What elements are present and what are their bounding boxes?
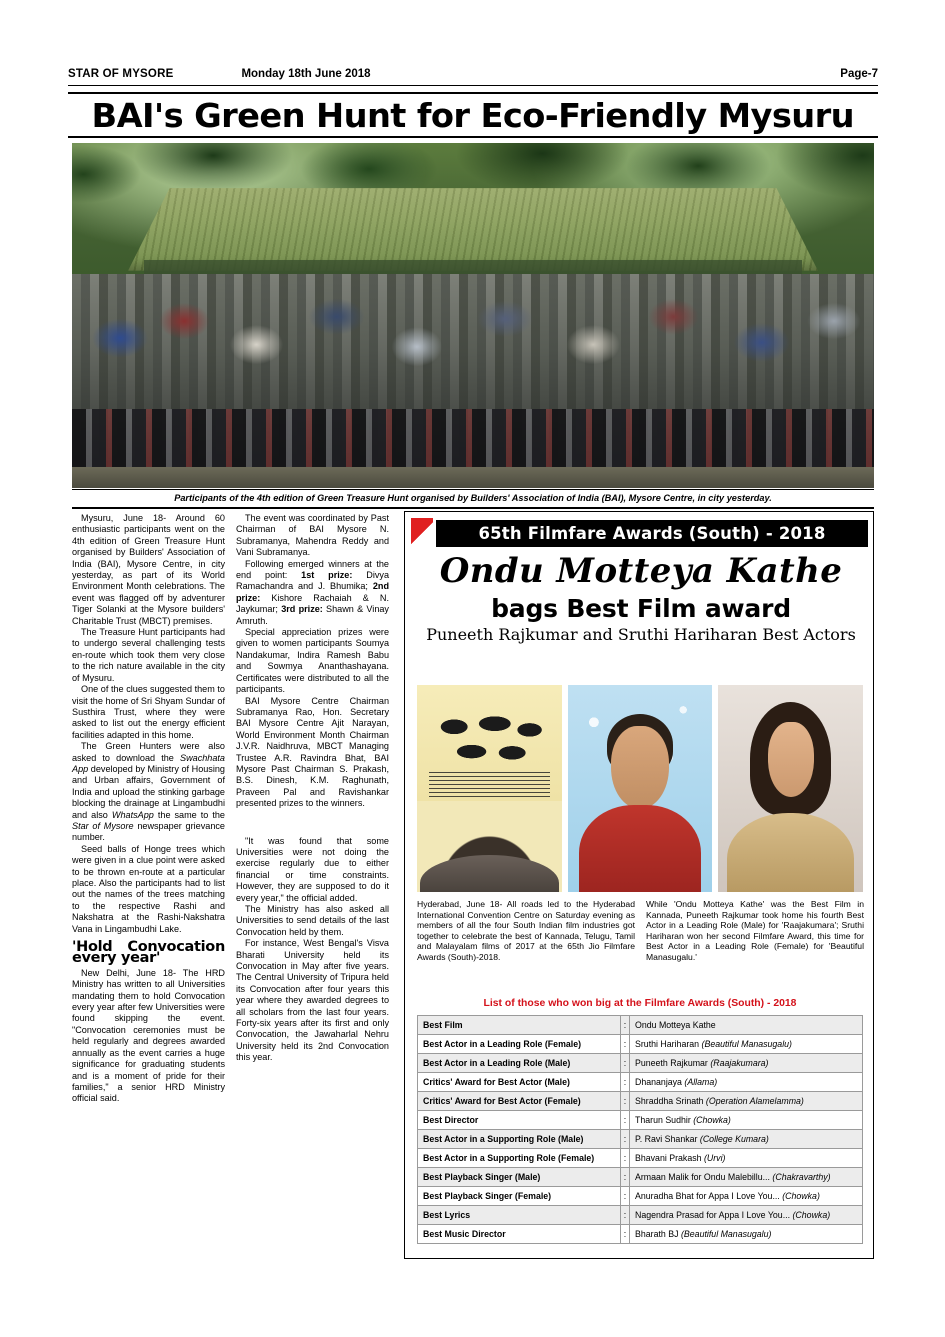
table-row — [418, 1149, 863, 1168]
award-winner — [630, 1225, 863, 1244]
paragraph: For instance, West Bengal's Visva Bharati University held its Convocation in May after five years. The Central University of Tripura held its Convocation after four years this year where they awarded degrees to all scholars from the last four years. Forty-six years after its first and only Convocation, the Jawaharlal Nehru University held its 2nd Convocation this year. — [236, 938, 389, 1063]
paragraph: Seed balls of Honge trees which were given in a clue point were asked to be thrown en-route at a particular place. Also the participants had to list out the names of the trees matching to the respective Rashi and Nakshatra at the Rashi-Nakshatra Vana in Lingambudhi Lake. — [72, 843, 225, 934]
table-row — [418, 1073, 863, 1092]
winner-film: (Raajakumara) — [710, 1058, 769, 1068]
filmfare-body-right: While 'Ondu Motteya Kathe' was the Best Film in Kannada, Puneeth Rajkumar took home his fourth Best Actor in a Leading Role (Male) for 'Raajakumara'; Sruthi Hariharan won her second Filmfare Award, this time for Best Actor in a Leading Role (Female) for 'Beautiful Manasugalu.' — [646, 899, 864, 962]
row-separator: : — [621, 1206, 630, 1225]
photo-caption: Participants of the 4th edition of Green Treasure Hunt organised by Builders' Association of India (BAI), Mysore Centre, in city yesterday. — [72, 489, 874, 509]
award-winner — [630, 1168, 863, 1187]
paragraph: The Treasure Hunt participants had to undergo several challenging tests en-route which took them very close to the rich nature available in the city of Mysuru. — [72, 627, 225, 683]
masthead — [68, 68, 878, 80]
table-row — [418, 1206, 863, 1225]
row-separator: : — [621, 1035, 630, 1054]
award-winner — [630, 1111, 863, 1130]
winner-film: (Chakravarthy) — [772, 1172, 831, 1182]
table-row — [418, 1187, 863, 1206]
award-winner — [630, 1130, 863, 1149]
award-winner — [630, 1206, 863, 1225]
row-separator: : — [621, 1149, 630, 1168]
winner-name: Armaan Malik for Ondu Malebillu... — [635, 1172, 770, 1182]
poster-kannada-title — [431, 702, 547, 764]
winner-film: (Chowka) — [792, 1210, 831, 1220]
award-category: Critics' Award for Best Actor (Female) — [418, 1092, 621, 1111]
secondary-article-heading: 'Hold Convocation every year' — [72, 939, 225, 967]
table-row — [418, 1016, 863, 1035]
issue-date: Monday 18th June 2018 — [241, 68, 371, 80]
award-category: Best Film — [418, 1016, 621, 1035]
page-number: Page-7 — [840, 68, 878, 80]
award-category: Best Director — [418, 1111, 621, 1130]
row-separator: : — [621, 1168, 630, 1187]
award-category: Critics' Award for Best Actor (Male) — [418, 1073, 621, 1092]
row-separator: : — [621, 1016, 630, 1035]
winner-name: Shraddha Srinath — [635, 1096, 704, 1106]
filmfare-body-left: Hyderabad, June 18- All roads led to the Hyderabad International Convention Centre on Saturday evening as members of all the four South Indian film industries got together to celebrate the best of Kannada, Telugu, Tamil and Malayalam films of 2017 at the 65th Jio Filmfare Awards (South)-2018. — [417, 899, 635, 962]
winner-name: Bharath BJ — [635, 1229, 679, 1239]
award-winner — [630, 1054, 863, 1073]
winner-film: (Allama) — [684, 1077, 718, 1087]
award-category: Best Playback Singer (Male) — [418, 1168, 621, 1187]
photo-face — [611, 726, 669, 809]
photo-ground — [72, 467, 874, 488]
winner-film: (Beautiful Manasugalu) — [680, 1229, 772, 1239]
award-winner — [630, 1092, 863, 1111]
winner-film: (Urvi) — [703, 1153, 726, 1163]
winner-name: Tharun Sudhir — [635, 1115, 691, 1125]
winner-name: Dhananjaya — [635, 1077, 682, 1087]
award-winner — [630, 1187, 863, 1206]
paper-name: STAR OF MYSORE — [68, 68, 174, 80]
poster-shoulders — [420, 855, 559, 892]
award-winner — [630, 1149, 863, 1168]
winner-name: Nagendra Prasad for Appa I Love You... — [635, 1210, 791, 1220]
paragraph: New Delhi, June 18- The HRD Ministry has written to all Universities mandating them to hold Convocation every year after few Universities were found skipping the event. "Convocation ceremonies must be held regularly and degrees awarded annually as the event carries a huge significance for graduating students and is a moment of pride for their families," a senior HRD Ministry official said. — [72, 967, 225, 1104]
poster-ondu-motteya-kathe — [417, 685, 562, 892]
award-category: Best Actor in a Supporting Role (Female) — [418, 1149, 621, 1168]
photo-shirt — [579, 805, 701, 892]
photo-puneeth-rajkumar — [568, 685, 713, 892]
photo-shelter-roof — [128, 181, 818, 271]
table-row — [418, 1168, 863, 1187]
row-separator: : — [621, 1225, 630, 1244]
award-category: Best Music Director — [418, 1225, 621, 1244]
row-separator: : — [621, 1130, 630, 1149]
headline-banner — [68, 92, 878, 138]
award-winner — [630, 1016, 863, 1035]
paragraph: One of the clues suggested them to visit the home of Sri Shyam Sundar of Susthira Trust, where they were asked to list out the energy efficient facilities adapted in this home. — [72, 684, 225, 740]
table-row — [418, 1054, 863, 1073]
winner-film: (Beautiful Manasugalu) — [701, 1039, 792, 1049]
row-separator: : — [621, 1187, 630, 1206]
photo-sruthi-hariharan — [718, 685, 863, 892]
award-winner — [630, 1035, 863, 1054]
table-row — [418, 1130, 863, 1149]
winner-film: (Chowka) — [782, 1191, 820, 1201]
paragraph: The Green Hunters were also asked to download the Swachhata App developed by Ministry of Housing and Urban affairs, Government of India and upload the stinking garbage blocking the drainage at Lingambudhi and also WhatsApp the same to the Star of Mysore newspaper grievance number. — [72, 741, 225, 843]
paragraph: BAI Mysore Centre Chairman Subramanya Rao, Hon. Secretary BAI Mysore Centre Ajit Narayan, World Environment Month Chairman J.V.R. Naidhruva, MBCT Managing Trustee A.R. Ravindra Bhat, BAI Mysore Past Chairman S. Prakash, B.S. Dinesh, K.M. Raghunath, Praveen Pal and Ravishankar presented prizes to the winners. — [236, 695, 389, 809]
winner-film: (College Kumara) — [699, 1134, 769, 1144]
table-row — [418, 1225, 863, 1244]
article-column-1 — [72, 513, 225, 1105]
award-category: Best Lyrics — [418, 1206, 621, 1225]
page-title: BAI's Green Hunt for Eco-Friendly Mysuru — [91, 95, 855, 135]
award-category: Best Playback Singer (Female) — [418, 1187, 621, 1206]
award-category: Best Actor in a Leading Role (Female) — [418, 1035, 621, 1054]
row-separator: : — [621, 1111, 630, 1130]
photo-face — [768, 722, 814, 797]
winner-name: Sruthi Hariharan — [635, 1039, 700, 1049]
paragraph: The Ministry has also asked all Universities to send details of the last Convocation held by them. — [236, 904, 389, 937]
filmfare-badge-title: 65th Filmfare Awards (South) - 2018 — [436, 520, 868, 547]
table-row — [418, 1092, 863, 1111]
winner-name: Puneeth Rajkumar — [635, 1058, 708, 1068]
table-row — [418, 1035, 863, 1054]
paragraph: Mysuru, June 18- Around 60 enthusiastic participants went on the 4th edition of Green Treasure Hunt organised by Builders' Association of India (BAI), Mysore Centre, in city yesterday, as part of its World Environment Month celebrations. The event was flagged off by adventurer Tiger Solanki at the Mysore builders' Charitable Trust (MBCT) premises. — [72, 513, 225, 626]
winner-name: Ondu Motteya Kathe — [635, 1020, 716, 1030]
filmfare-award-line: bags Best Film award — [491, 594, 791, 623]
paragraph: "It was found that some Universities were not doing the exercise regularly due to either financial or time constraints. However, they are supposed to do it every year," the official added. — [236, 835, 389, 903]
award-winner — [630, 1073, 863, 1092]
paragraph: Following emerged winners at the end point: 1st prize: Divya Ramachandra and J. Bhumika; 2nd prize: Kishore Rachaiah & N. Jaykumar; 3rd prize: Shawn & Vinay Amruth. — [236, 558, 389, 626]
table-row — [418, 1111, 863, 1130]
photo-outfit — [727, 813, 854, 892]
winner-name: Bhavani Prakash — [635, 1153, 702, 1163]
filmfare-winners-table — [417, 1015, 863, 1244]
filmfare-film-title: Ondu Motteya Kathe — [439, 551, 843, 591]
row-separator: : — [621, 1073, 630, 1092]
row-separator: : — [621, 1054, 630, 1073]
masthead-divider — [68, 85, 878, 86]
article-column-2 — [236, 513, 389, 1064]
award-category: Best Actor in a Supporting Role (Male) — [418, 1130, 621, 1149]
award-category: Best Actor in a Leading Role (Male) — [418, 1054, 621, 1073]
filmfare-actors-line: Puneeth Rajkumar and Sruthi Hariharan Best Actors — [426, 625, 856, 644]
row-separator: : — [621, 1092, 630, 1111]
winner-name: P. Ravi Shankar — [635, 1134, 698, 1144]
paragraph: Special appreciation prizes were given to women participants Soumya Nandakumar, Indira Ramesh Babu and Sowmya Ananthashayana. Certificates were distributed to all the participants. — [236, 627, 389, 695]
paragraph: The event was coordinated by Past Chairman of BAI Mysore N. Subramanya, Mahendra Reddy and Vani Subramanya. — [236, 513, 389, 558]
flag-icon — [411, 518, 433, 544]
poster-credits — [429, 772, 551, 797]
filmfare-photo-row — [417, 685, 863, 892]
winner-name: Anuradha Bhat for Appa I Love You... — [635, 1191, 780, 1201]
winner-film: (Operation Alamelamma) — [705, 1096, 804, 1106]
filmfare-list-title: List of those who won big at the Filmfare Awards (South) - 2018 — [483, 998, 797, 1009]
hero-photo-green-treasure-hunt — [72, 143, 874, 488]
filmfare-feature-box — [404, 511, 874, 1259]
winner-film: (Chowka) — [693, 1115, 731, 1125]
